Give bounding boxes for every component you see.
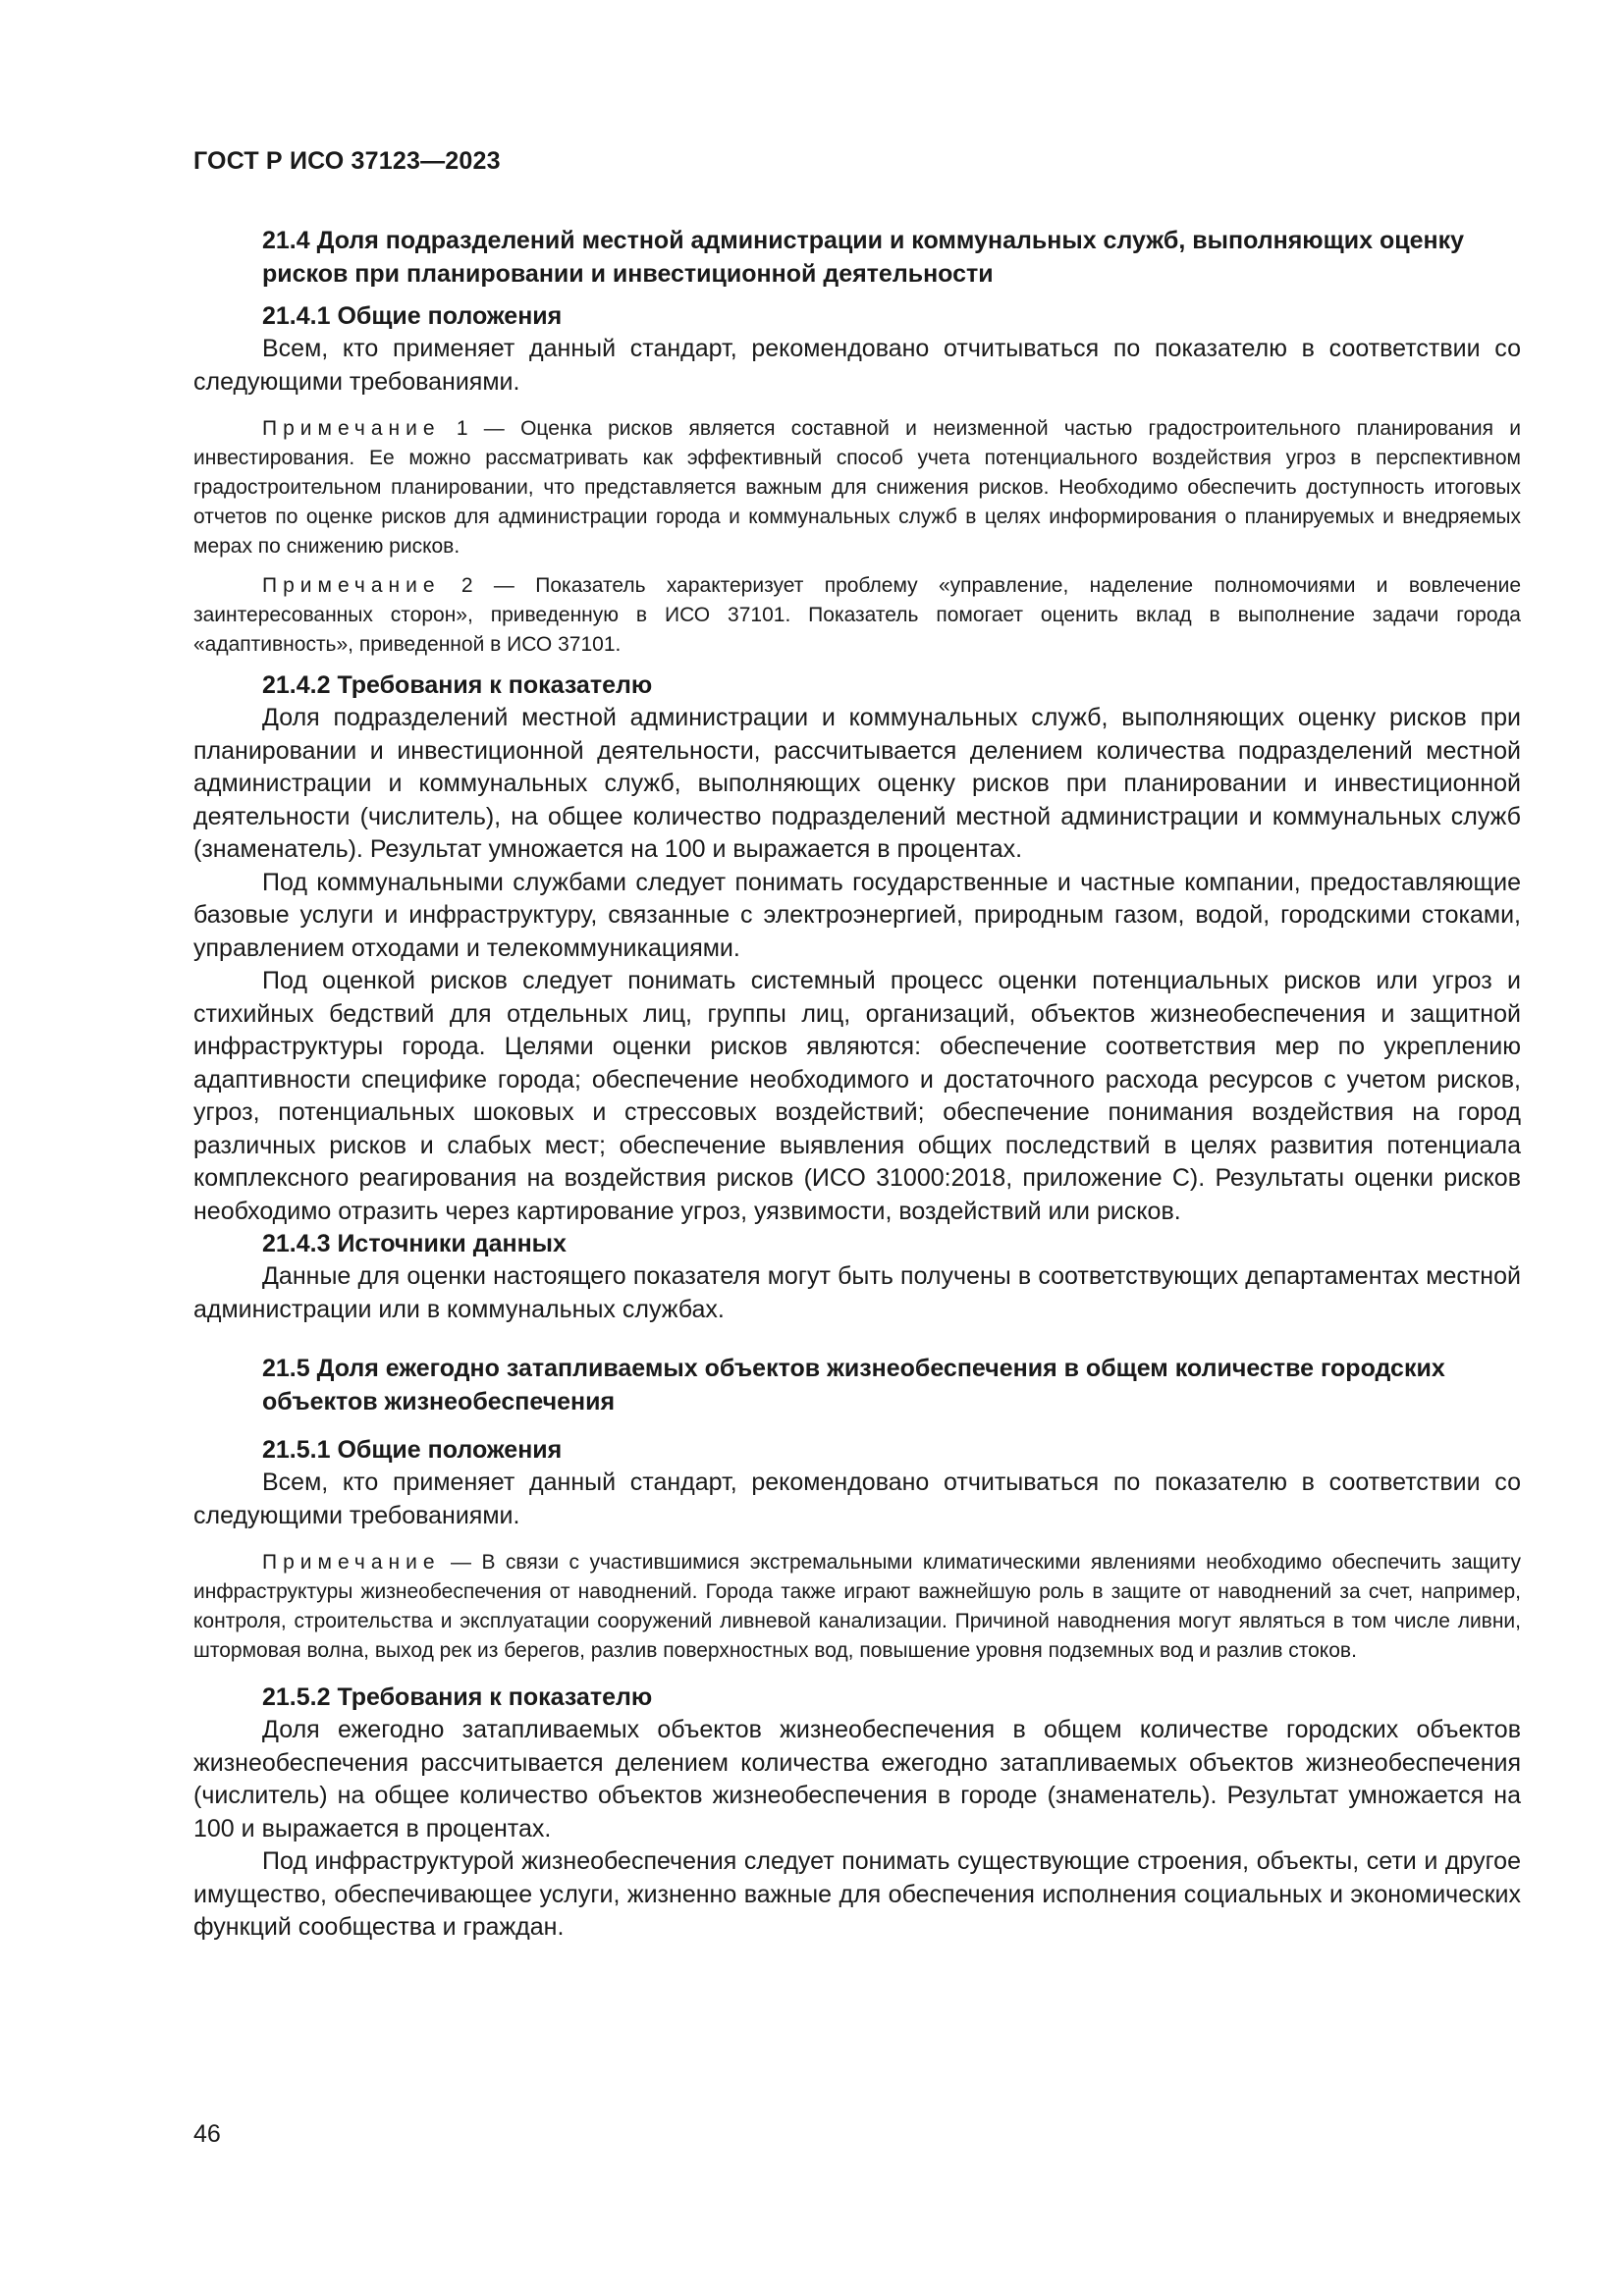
paragraph: Доля ежегодно затапливаемых объектов жизнеобеспечения в общем количестве городских объектов жизнеобеспечения рассчитывается делением количества ежегодно затапливаемых объектов жизнеобеспечения (числитель) на общее количество объектов жизнеобеспечения в городе (знаменатель). Результат умножается на 100 и выражается в процентах. <box>193 1716 1521 1842</box>
note-text: — В связи с участившимися экстремальными климатическими явлениями необходимо обеспечить защиту инфраструктуры жизнеобеспечения от наводнений. Города также играют важнейшую роль в защите от наводнений за счет, например, контроля, строительства и эксплуатации сооружений ливневой канализации. Причиной наводнения могут являться в том числе ливни, штормовая волна, выход рек из берегов, разлив поверхностных вод, повышение уровня подземных вод и разлив стоков. <box>193 1551 1521 1662</box>
paragraph: Под оценкой рисков следует понимать системный процесс оценки потенциальных рисков или угроз и стихийных бедствий для отдельных лиц, группы лиц, организаций, объектов жизнеобеспечения и защитной инфраструктуры города. Целями оценки рисков являются: обеспечение соответствия мер по укреплению адаптивности специфике города; обеспечение необходимого и достаточного расхода ресурсов с учетом рисков, угроз, потенциальных шоковых и стрессовых воздействий; обеспечение понимания воздействия на город различных рисков и слабых мест; обеспечение выявления общих последствий в целях развития потенциала комплексного реагирования на воздействия рисков (ИСО 31000:2018, приложение С). Результаты оценки рисков необходимо отразить через картирование угроз, уязвимости, воздействий или рисков. <box>193 967 1521 1225</box>
note-text: 2 — Показатель характеризует проблему «управление, наделение полномочиями и вовлечение заинтересованных сторон», приведенную в ИСО 37101. Показатель помогает оценить вклад в выполнение задачи города «адаптивность», приведенной в ИСО 37101. <box>193 574 1521 656</box>
document-body <box>193 224 1521 1945</box>
paragraph: Доля подразделений местной администрации и коммунальных служб, выполняющих оценку рисков при планировании и инвестиционной деятельности, рассчитывается делением количества подразделений местной администрации и коммунальных служб, выполняющих оценку рисков при планировании и инвестиционной деятельности (числитель), на общее количество подразделений местной администрации и коммунальных служб (знаменатель). Результат умножается на 100 и выражается в процентах. <box>193 704 1521 863</box>
subsection-21-4-3-title: 21.4.3 Источники данных <box>262 1230 567 1257</box>
subsection-21-5-2-title: 21.5.2 Требования к показателю <box>262 1683 653 1711</box>
note-label: Примечание <box>262 574 441 597</box>
paragraph: Данные для оценки настоящего показателя могут быть получены в соответствующих департаментах местной администрации или в коммунальных службах. <box>193 1262 1521 1323</box>
paragraph: Всем, кто применяет данный стандарт, рекомендовано отчитываться по показателю в соответствии со следующими требованиями. <box>193 1468 1521 1529</box>
paragraph: Всем, кто применяет данный стандарт, рекомендовано отчитываться по показателю в соответствии со следующими требованиями. <box>193 335 1521 396</box>
note-label: Примечание <box>262 417 441 440</box>
note-text: 1 — Оценка рисков является составной и неизменной частью градостроительного планирования и инвестирования. Ее можно рассматривать как эффективный способ учета потенциального воздействия угроз в перспективном градостроительном планировании, что представляется важным для снижения рисков. Необходимо обеспечить доступность итоговых отчетов по оценке рисков для администрации города и коммунальных служб в целях информирования о планируемых и внедряемых мерах по снижению рисков. <box>193 417 1521 558</box>
section-21-5-title: 21.5 Доля ежегодно затапливаемых объектов жизнеобеспечения в общем количестве городских объектов жизнеобеспечения <box>262 1355 1445 1415</box>
note-1 <box>193 414 1521 561</box>
document-code-header: ГОСТ Р ИСО 37123—2023 <box>193 147 501 175</box>
note-label: Примечание <box>262 1551 441 1574</box>
note-2 <box>193 571 1521 660</box>
subsection-21-4-1-title: 21.4.1 Общие положения <box>262 302 563 330</box>
page-number: 46 <box>193 2120 221 2148</box>
note <box>193 1548 1521 1666</box>
paragraph: Под коммунальными службами следует понимать государственные и частные компании, предоставляющие базовые услуги и инфраструктуру, связанные с электроэнергией, природным газом, водой, городскими стоками, управлением отходами и телекоммуникациями. <box>193 868 1521 962</box>
section-21-4-title: 21.4 Доля подразделений местной администрации и коммунальных служб, выполняющих оценку рисков при планировании и инвестиционной деятельности <box>262 227 1465 288</box>
subsection-21-5-1-title: 21.5.1 Общие положения <box>262 1436 563 1464</box>
subsection-21-4-2-title: 21.4.2 Требования к показателю <box>262 671 653 699</box>
paragraph: Под инфраструктурой жизнеобеспечения следует понимать существующие строения, объекты, сети и другое имущество, обеспечивающее услуги, жизненно важные для обеспечения исполнения социальных и экономических функций сообщества и граждан. <box>193 1847 1521 1941</box>
